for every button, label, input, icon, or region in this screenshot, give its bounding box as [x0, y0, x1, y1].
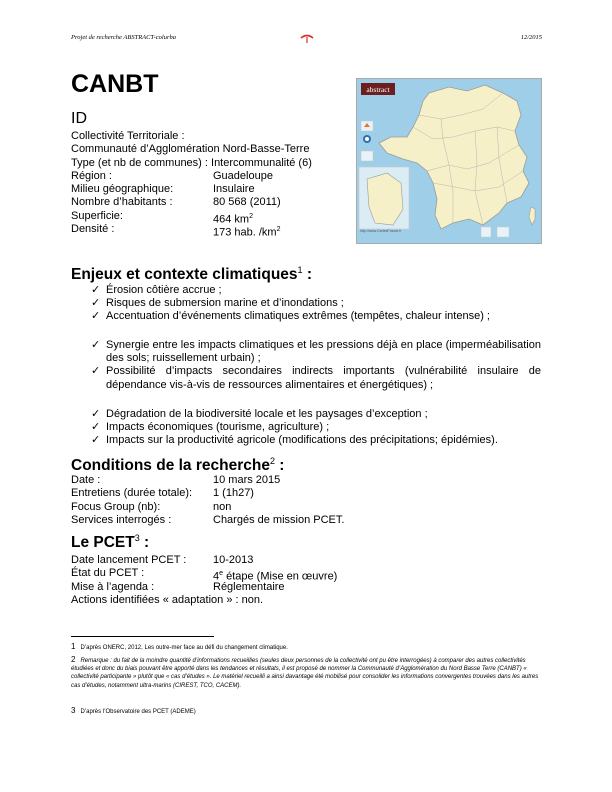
- footnote-text: D’après ONERC, 2012, Les outre-mer face au défi du changement climatique.: [80, 645, 288, 651]
- info-label: Milieu géographique:: [71, 183, 174, 196]
- abstract-logo-text: abstract: [366, 85, 390, 94]
- row-value-text: étape (Mise en œuvre): [223, 570, 338, 583]
- section-title-enjeux: [71, 265, 312, 284]
- footnote: [71, 707, 543, 716]
- info-label: Densité :: [71, 223, 115, 236]
- list-item-text: Impacts sur la productivité agricole (modifications des précipitations; épidémies).: [106, 434, 498, 447]
- info-row-milieu: [71, 183, 351, 196]
- header-date: 12/2015: [520, 34, 542, 41]
- inset-mayotte: [361, 151, 373, 161]
- footnote-ref: 1: [297, 265, 303, 275]
- section-title-text: Enjeux et contexte climatiques: [71, 266, 298, 284]
- row-value: Réglementaire: [213, 580, 285, 593]
- conditions-row: [71, 474, 371, 487]
- page-title: CANBT: [71, 70, 159, 98]
- list-item: [71, 310, 541, 323]
- row-label: Mise à l’agenda :: [71, 580, 155, 593]
- row-value: 1 (1h27): [213, 487, 254, 500]
- info-row-region: [71, 170, 351, 183]
- section-title-pcet: [71, 533, 149, 552]
- row-label: Services interrogés :: [71, 513, 172, 526]
- list-item: [71, 434, 541, 447]
- footnote-number: 2: [71, 655, 76, 664]
- row-label: Focus Group (nb):: [71, 500, 161, 513]
- info-value-sup: 2: [249, 212, 253, 220]
- info-row-habitants: [71, 196, 351, 209]
- info-value: 80 568 (2011): [213, 196, 281, 209]
- check-icon: ✓: [91, 310, 101, 323]
- list-item-text: Impacts économiques (tourisme, agriculture) ;: [106, 421, 330, 434]
- info-row-superficie: [71, 209, 351, 226]
- row-value: Chargés de mission PCET.: [213, 513, 345, 526]
- row-label: État du PCET :: [71, 567, 145, 580]
- id-section-title: ID: [71, 110, 87, 127]
- collectivite-type: Type (et nb de communes) : Intercommunalité (6): [71, 156, 312, 169]
- pcet-row: [71, 567, 371, 583]
- info-value: [213, 223, 281, 240]
- section-title-conditions: [71, 456, 284, 475]
- footnote-number: 1: [71, 642, 76, 651]
- check-icon: ✓: [91, 421, 101, 434]
- list-item-text: Érosion côtière accrue ;: [106, 284, 222, 296]
- conditions-row: [71, 514, 371, 527]
- info-value-text: 173 hab. /km: [213, 226, 277, 239]
- row-label: Date lancement PCET :: [71, 554, 187, 566]
- pcet-block: [71, 554, 371, 607]
- footnote-text: Remarque : du fait de la moindre quantité d’informations recueillies (seules deux personnes de la collectivité ont pu être interrogées) à comparer des autres collectivités étudiées et donc du biais pouvant être apporté dans les tendances et résultats, il est proposé de nommer la Communauté d’Agglomération du Nord Basse Terre (CANBT) « collectivité participante » plutôt que « cas d’études ». Le matériel recueilli a ainsi davantage été mobilisé pour consolider les informations convergentes trouvées dans les autres cas d’études, notamment ultra-marins (CIREST, TCO, CACEM).: [71, 658, 539, 689]
- info-row-densite: [71, 223, 351, 239]
- info-label: Nombre d’habitants :: [71, 196, 173, 209]
- footnote-separator: [71, 636, 214, 637]
- enjeux-list-2: [71, 339, 541, 392]
- footnote: [71, 656, 543, 690]
- id-info-block: [71, 130, 351, 239]
- list-item: [71, 408, 541, 421]
- list-item-text: Synergie entre les impacts climatiques et les pressions déjà en place (imperméabilisation des sols; ruissellement urbain) ;: [106, 339, 541, 365]
- info-value: Guadeloupe: [213, 169, 273, 182]
- pcet-row: [71, 581, 371, 594]
- inset-other: [497, 227, 509, 237]
- conditions-block: [71, 474, 371, 527]
- row-value: non: [213, 500, 232, 513]
- row-value-sup: e: [219, 570, 224, 578]
- info-value: Insulaire: [213, 183, 255, 196]
- info-label: Superficie:: [71, 209, 123, 222]
- list-item: [71, 339, 541, 365]
- header-project-title: Projet de recherche ABSTRACT-colurba: [71, 34, 176, 41]
- info-label: Région :: [71, 169, 112, 182]
- pcet-actions: Actions identifiées « adaptation » : non.: [71, 593, 264, 606]
- france-location-map: [356, 78, 542, 244]
- footnote: [71, 643, 543, 652]
- list-item-text: Possibilité d’impacts secondaires indirects importants (vulnérabilité insulaire de dépendance vis-à-vis de ressources alimentaires et énergétiques) ;: [106, 365, 541, 391]
- list-item: [71, 421, 541, 434]
- conditions-row: [71, 487, 371, 500]
- section-title-suffix: :: [274, 457, 285, 475]
- collectivite-name: Communauté d’Agglomération Nord-Basse-Terre: [71, 143, 310, 156]
- row-value: 10-2013: [213, 554, 254, 566]
- section-title-suffix: :: [302, 266, 313, 284]
- row-label: Entretiens (durée totale):: [71, 487, 193, 500]
- footnote-text: D’après l’Observatoire des PCET (ADEME): [80, 709, 196, 715]
- list-item: [71, 297, 541, 310]
- enjeux-list-3: [71, 408, 541, 448]
- row-value: 10 mars 2015: [213, 474, 281, 486]
- check-icon: ✓: [91, 408, 101, 420]
- section-title-text: Le PCET: [71, 534, 135, 552]
- france-map-graphic: [357, 79, 541, 243]
- pcet-row: [71, 554, 371, 567]
- check-icon: ✓: [91, 434, 101, 447]
- footnote-ref: 3: [134, 533, 140, 543]
- section-title-text: Conditions de la recherche: [71, 457, 270, 475]
- conditions-row: [71, 501, 371, 514]
- list-item: [71, 365, 541, 391]
- map-credit: http://www.CartesFrance.fr: [360, 229, 402, 233]
- check-icon: ✓: [91, 365, 101, 378]
- list-item-text: Risques de submersion marine et d’inondations ;: [106, 297, 344, 310]
- inset-reunion: [481, 227, 491, 237]
- section-title-suffix: :: [139, 534, 150, 552]
- info-value-sup: 2: [276, 226, 281, 234]
- check-icon: ✓: [91, 297, 101, 310]
- check-icon: ✓: [91, 284, 101, 296]
- list-item: [71, 284, 541, 297]
- info-value-text: 464 km: [213, 213, 250, 226]
- header-logo-mark: [300, 34, 314, 44]
- list-item-text: Dégradation de la biodiversité locale et les paysages d’exception ;: [106, 408, 428, 420]
- collectivite-label: Collectivité Territoriale :: [71, 130, 185, 142]
- enjeux-list-1: [71, 284, 541, 324]
- footnote-ref: 2: [269, 456, 275, 466]
- list-item-text: Accentuation d’événements climatiques extrêmes (tempêtes, chaleur intense) ;: [106, 310, 490, 323]
- footnote-number: 3: [71, 706, 76, 715]
- check-icon: ✓: [91, 339, 101, 351]
- row-label: Date :: [71, 474, 101, 486]
- row-value-text: 4: [213, 570, 220, 583]
